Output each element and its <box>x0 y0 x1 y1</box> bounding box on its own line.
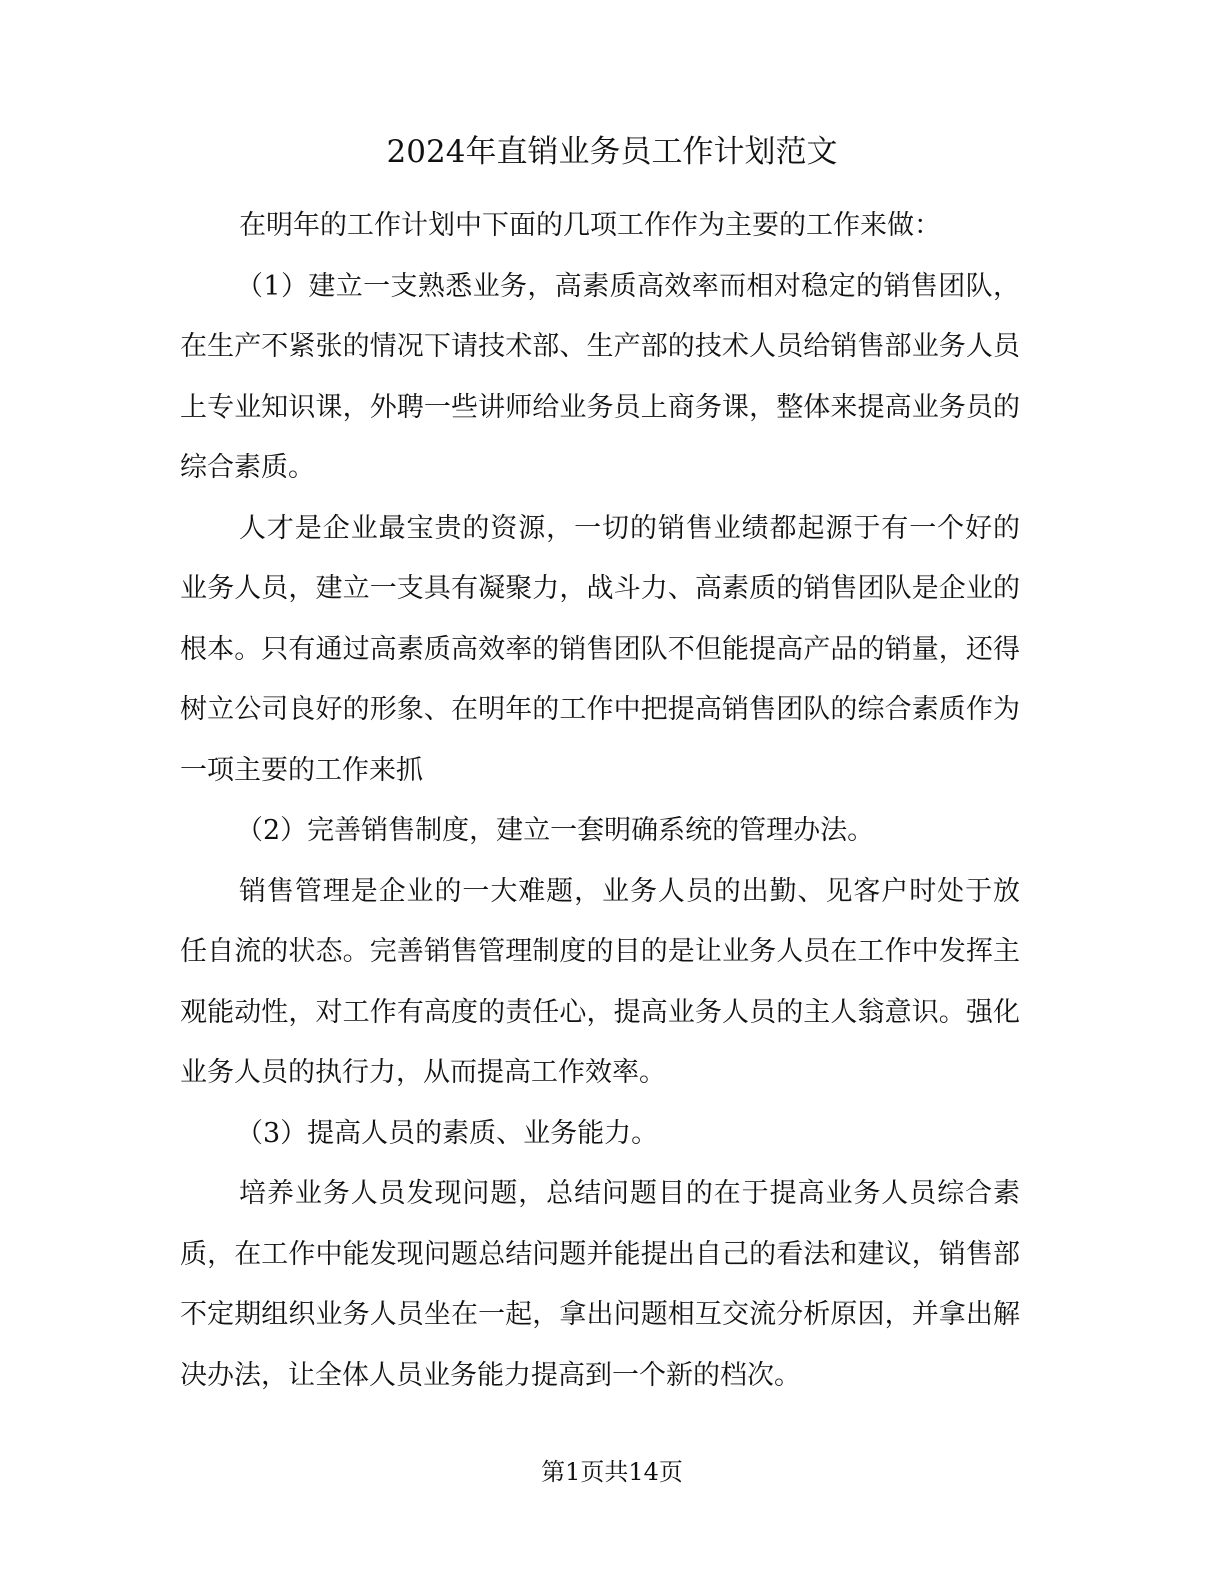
paragraph-item-3: （3）提高人员的素质、业务能力。 <box>236 1117 659 1149</box>
paragraph-management: 销售管理是企业的一大难题，业务人员的出勤、见客户时处于放任自流的状态。完善销售管理制度的目的是让业务人员在工作中发挥主观能动性，对工作有高度的责任心，提高业务人员的主人翁意识。强化业务人员的执行力，从而提高工作效率。 <box>180 875 1020 1088</box>
paragraph-talent: 人才是企业最宝贵的资源，一切的销售业绩都起源于有一个好的业务人员，建立一支具有凝聚力，战斗力、高素质的销售团队是企业的根本。只有通过高素质高效率的销售团队不但能提高产品的销量，还得树立公司良好的形象、在明年的工作中把提高销售团队的综合素质作为一项主要的工作来抓 <box>180 512 1020 786</box>
paragraph-item-1: （1）建立一支熟悉业务，高素质高效率而相对稳定的销售团队，在生产不紧张的情况下请技术部、生产部的技术人员给销售部业务人员上专业知识课，外聘一些讲师给业务员上商务课，整体来提高业务员的综合素质。 <box>180 270 1020 483</box>
paragraph-training: 培养业务人员发现问题，总结问题目的在于提高业务人员综合素质，在工作中能发现问题总结问题并能提出自己的看法和建议，销售部不定期组织业务人员坐在一起，拿出问题相互交流分析原因，并拿出解决办法，让全体人员业务能力提高到一个新的档次。 <box>180 1178 1020 1391</box>
page-footer: 第1页共14页 <box>541 1458 683 1486</box>
document-body <box>180 196 1020 1406</box>
paragraph-intro: 在明年的工作计划中下面的几项工作作为主要的工作来做： <box>239 210 941 241</box>
page-title: 2024年直销业务员工作计划范文 <box>386 134 838 170</box>
paragraph-item-2: （2）完善销售制度，建立一套明确系统的管理办法。 <box>236 815 875 846</box>
